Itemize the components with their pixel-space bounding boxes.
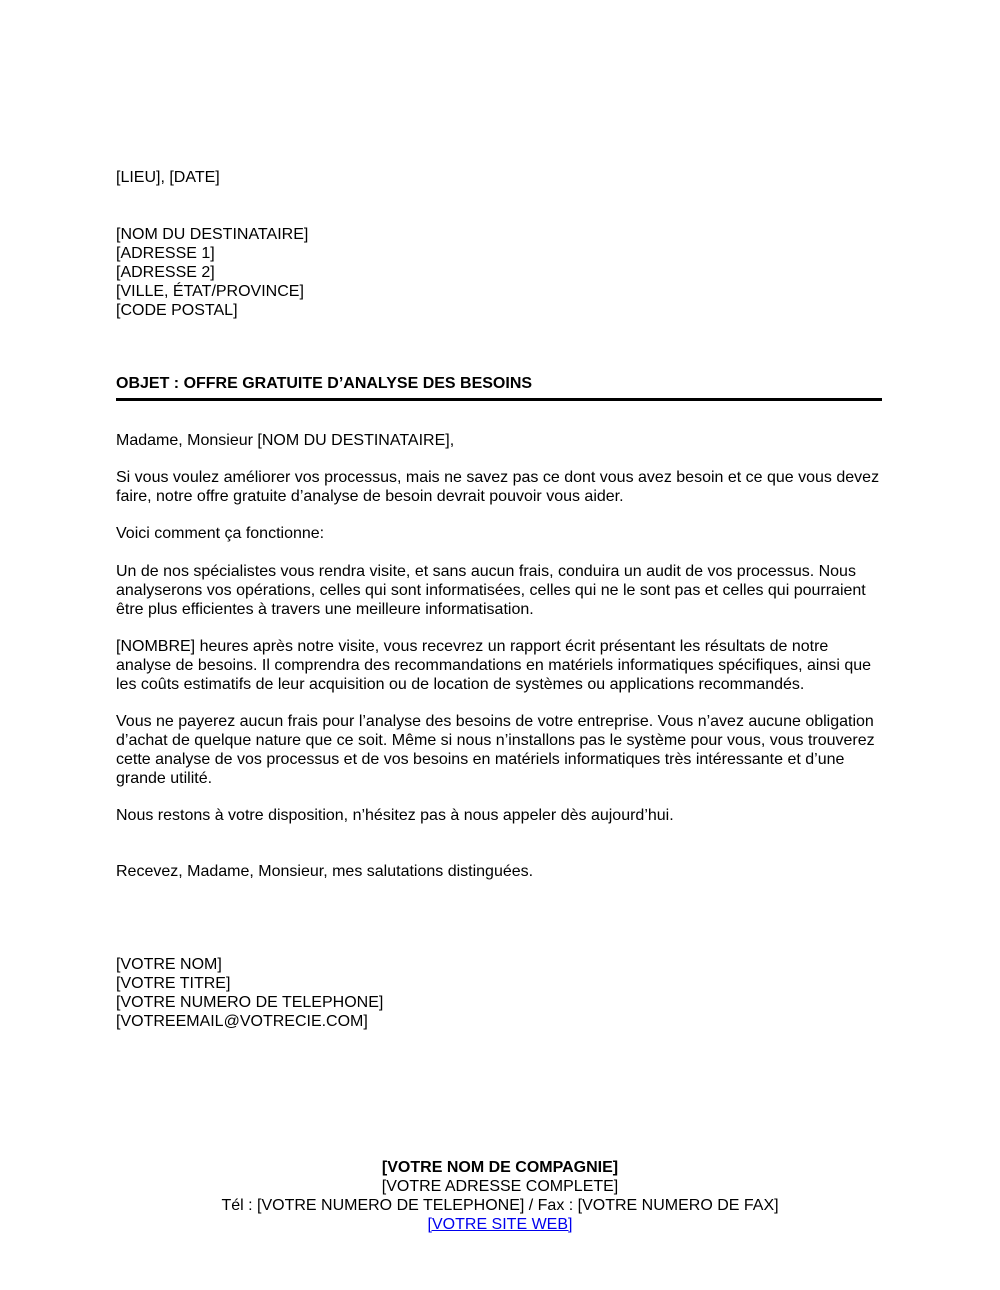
signature-block: [116, 955, 882, 1031]
signature-phone: [VOTRE NUMERO DE TELEPHONE]: [116, 994, 384, 1011]
footer-contact: Tél : [VOTRE NUMERO DE TELEPHONE] / Fax : [VOTRE NUMERO DE FAX]: [221, 1197, 779, 1214]
body-paragraph-4: [NOMBRE] heures après notre visite, vous recevrez un rapport écrit présentant les résultats de notre analyse de besoins. Il comprendra des recommandations en matériels informatiques spécifiques, ainsi que les coûts estimatifs de leur acquisition ou de location de systèmes ou applications recommandés.: [116, 638, 872, 693]
signature-name: [VOTRE NOM]: [116, 956, 222, 973]
subject-line: OBJET : OFFRE GRATUITE D’ANALYSE DES BESOINS: [116, 375, 533, 392]
salutation: Madame, Monsieur [NOM DU DESTINATAIRE],: [116, 432, 455, 449]
closing: Recevez, Madame, Monsieur, mes salutations distinguées.: [116, 863, 534, 880]
body-paragraph-3: Un de nos spécialistes vous rendra visite, et sans aucun frais, conduira un audit de vos processus. Nous analyserons vos opérations, celles qui sont informatisées, celles qui ne le sont pas et celles qui pourraient être plus efficientes à travers une meilleure informatisation.: [116, 563, 866, 618]
recipient-name: [NOM DU DESTINATAIRE]: [116, 226, 309, 243]
recipient-city-state: [VILLE, ÉTAT/PROVINCE]: [116, 283, 304, 300]
body-paragraph-5: Vous ne payerez aucun frais pour l’analyse des besoins de votre entreprise. Vous n’avez aucune obligation d’achat de quelque nature que ce soit. Même si nous n’installons pas le système pour vous, vous trouverez cette analyse de vos processus et de vos besoins en matériels informatiques très intéressante et d’une grande utilité.: [116, 713, 875, 787]
company-footer: [0, 1158, 1000, 1234]
recipient-address-2: [ADRESSE 2]: [116, 264, 215, 281]
recipient-address-1: [ADRESSE 1]: [116, 245, 215, 262]
footer-website-link[interactable]: [VOTRE SITE WEB]: [427, 1216, 573, 1233]
body-paragraph-1: Si vous voulez améliorer vos processus, mais ne savez pas ce dont vous avez besoin et ce que vous devez faire, notre offre gratuite d’analyse de besoin devrait pouvoir vous aider.: [116, 469, 880, 505]
place-date: [116, 168, 882, 187]
signature-title: [VOTRE TITRE]: [116, 975, 231, 992]
body-paragraph-2: Voici comment ça fonctionne:: [116, 525, 325, 542]
body-paragraph-6: Nous restons à votre disposition, n’hésitez pas à nous appeler dès aujourd’hui.: [116, 807, 674, 824]
signature-email: [VOTREEMAIL@VOTRECIE.COM]: [116, 1013, 368, 1030]
footer-company-name: [VOTRE NOM DE COMPAGNIE]: [381, 1159, 619, 1176]
footer-address: [VOTRE ADRESSE COMPLETE]: [381, 1178, 619, 1195]
recipient-postal-code: [CODE POSTAL]: [116, 302, 238, 319]
subject-divider: [116, 398, 882, 401]
place-date-text: [LIEU], [DATE]: [116, 169, 220, 186]
recipient-address: [116, 225, 882, 320]
